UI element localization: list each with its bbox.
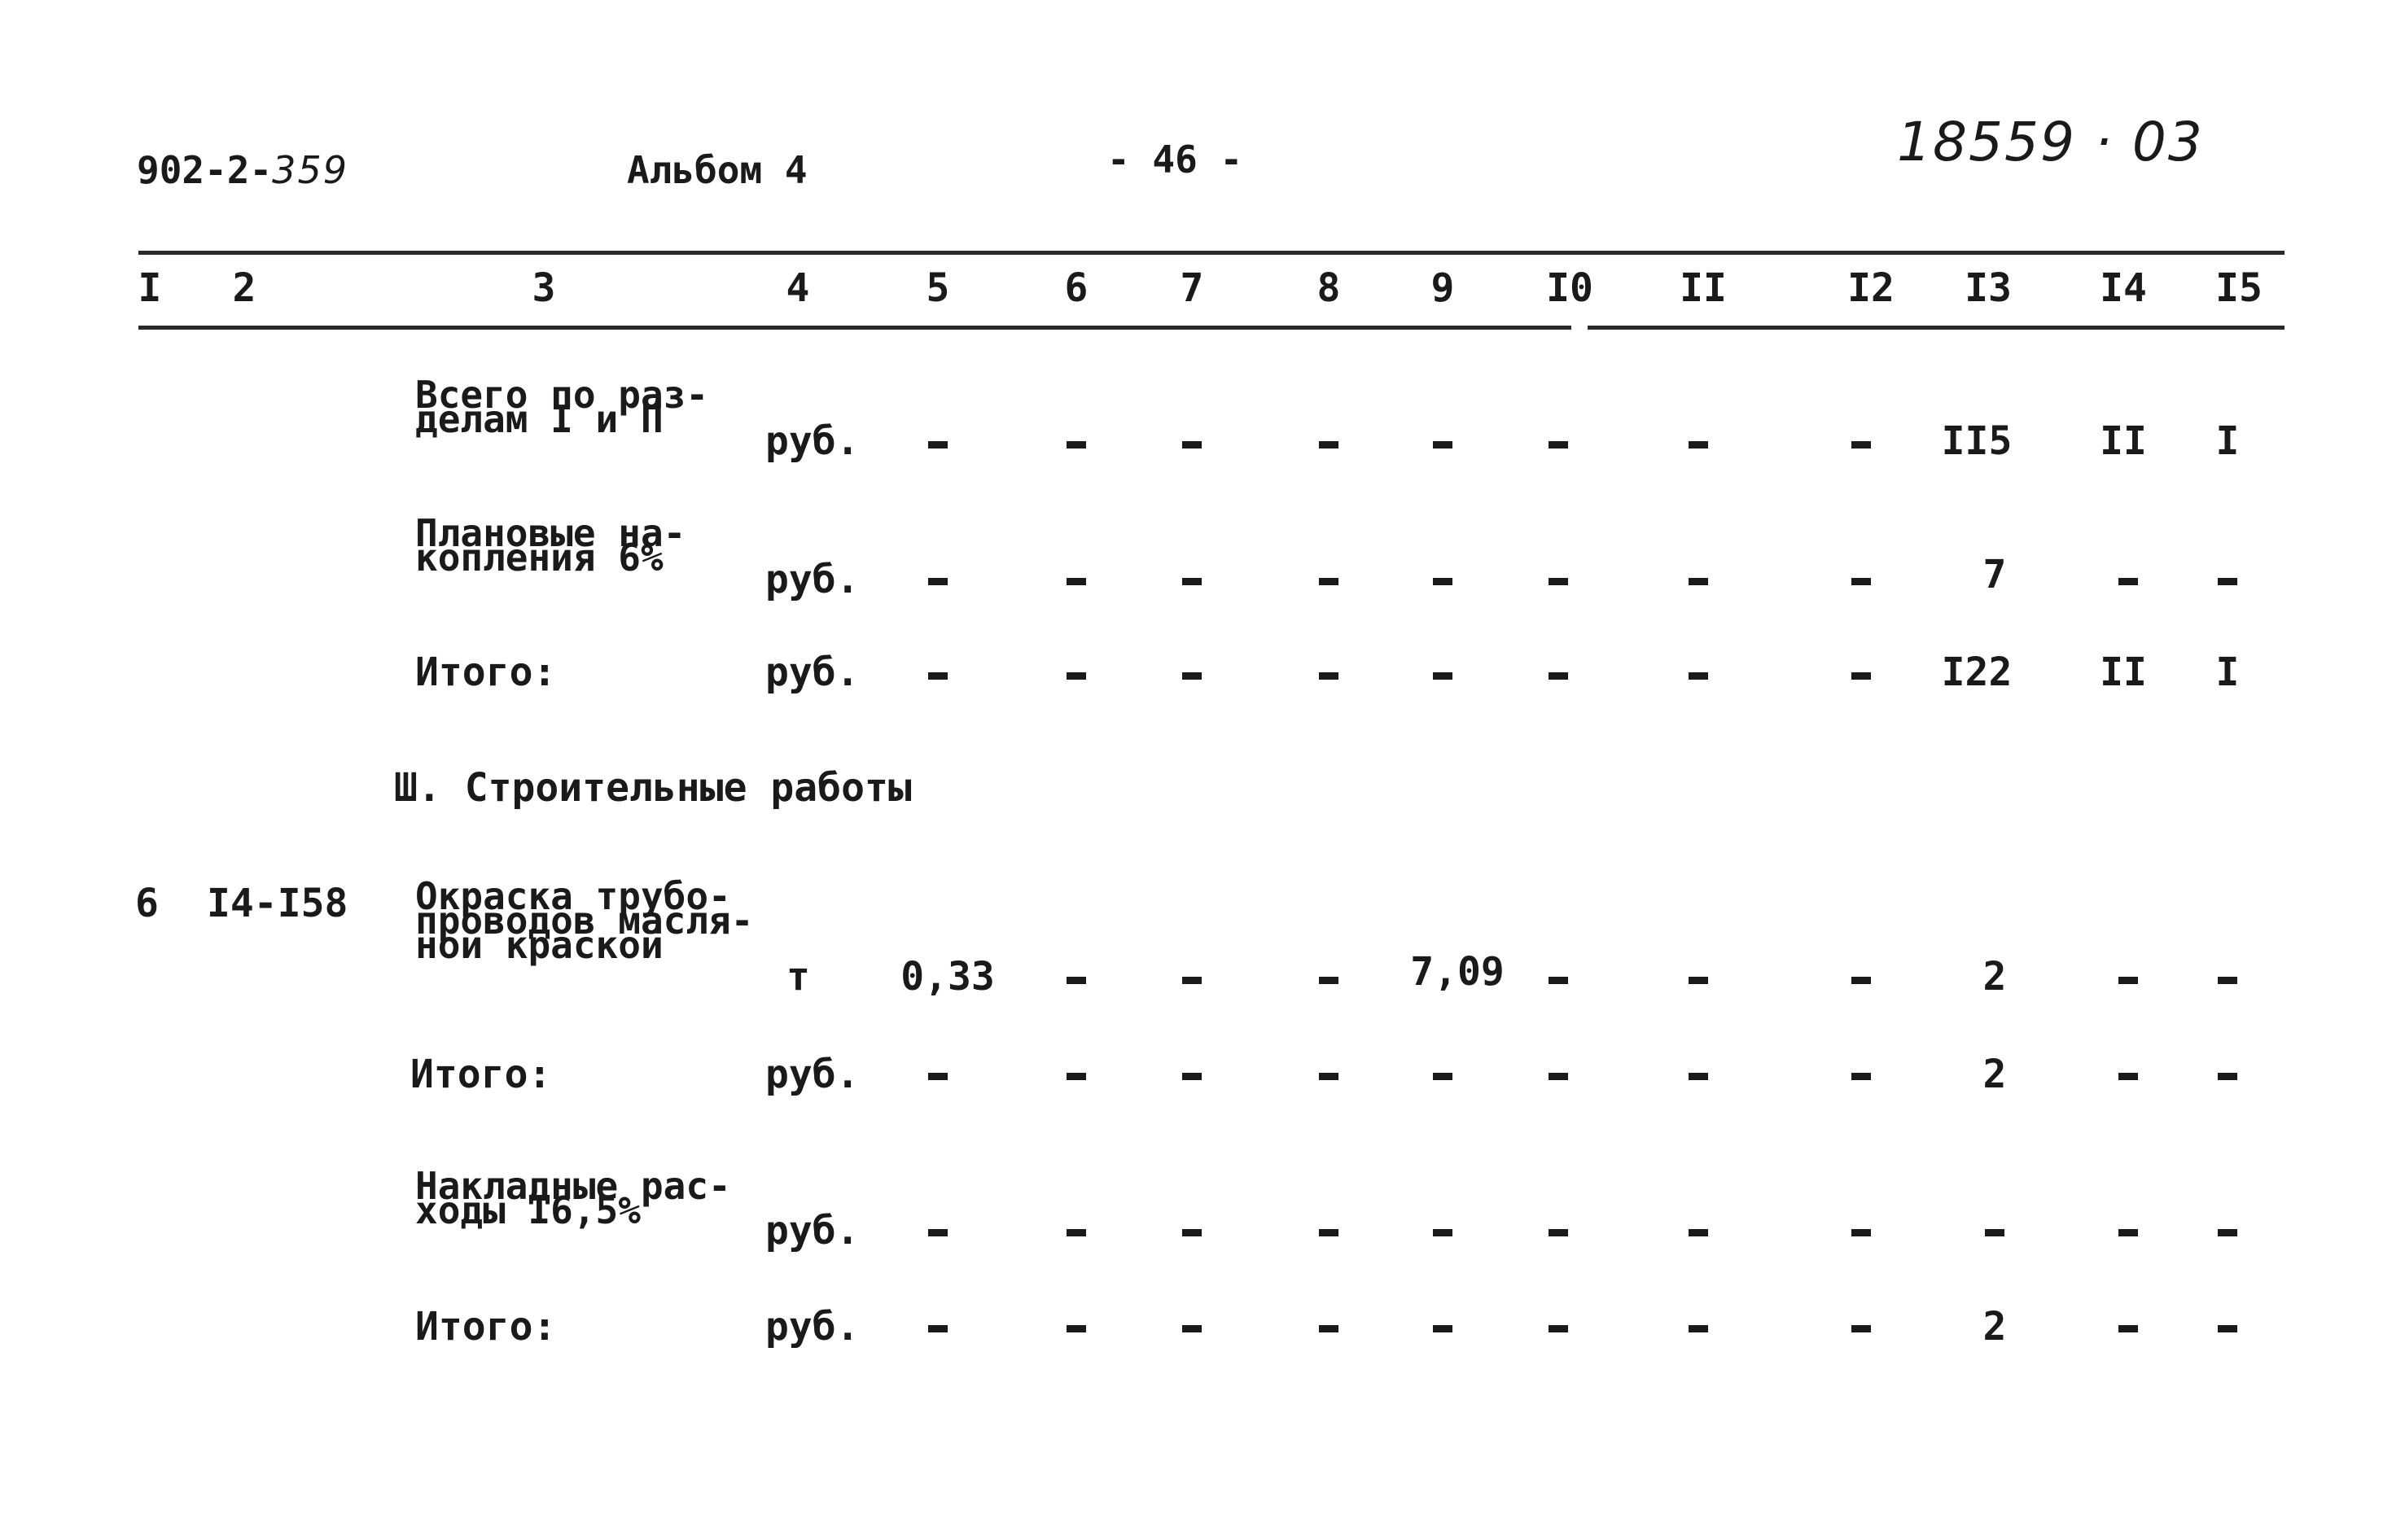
dash-c10 xyxy=(1549,578,1568,585)
dash-c14 xyxy=(2118,977,2138,984)
cell-c13: 2 xyxy=(1982,954,2007,1000)
dash-c9 xyxy=(1433,578,1452,585)
cell-c13: 2 xyxy=(1982,1052,2007,1097)
cell-c13: I22 xyxy=(1941,650,2013,695)
dash-c12 xyxy=(1851,441,1871,448)
column-header-10: I0 xyxy=(1546,265,1593,311)
row-code: I4-I58 xyxy=(207,881,348,926)
dash-c5 xyxy=(928,1229,948,1236)
page-number: - 46 - xyxy=(1107,138,1243,182)
dash-c14 xyxy=(2118,1073,2138,1080)
dash-c6 xyxy=(1067,578,1086,585)
header-top-rule xyxy=(138,251,2285,255)
row-unit: руб. xyxy=(765,1052,860,1097)
doc-number xyxy=(137,148,348,192)
dash-c12 xyxy=(1851,1229,1871,1236)
album-label: Альбом 4 xyxy=(627,148,808,192)
row-unit: руб. xyxy=(765,650,860,695)
column-header-12: I2 xyxy=(1847,265,1895,311)
dash-c10 xyxy=(1549,1325,1568,1332)
row-unit: руб. xyxy=(765,418,860,464)
dash-c9 xyxy=(1433,1229,1452,1236)
column-header-4: 4 xyxy=(786,265,810,311)
dash-c8 xyxy=(1319,578,1338,585)
dash-c12 xyxy=(1851,977,1871,984)
dash-c6 xyxy=(1067,672,1086,680)
cell-c14: II xyxy=(2100,650,2147,695)
dash-c10 xyxy=(1549,977,1568,984)
row-description: Накладные рас- ходы I6,5% xyxy=(415,1164,731,1232)
dash-c11 xyxy=(1689,441,1708,448)
dash-c9 xyxy=(1433,1325,1452,1332)
column-header-11: II xyxy=(1680,265,1727,311)
dash-c14 xyxy=(2118,578,2138,585)
dash-c15 xyxy=(2218,1325,2237,1332)
section-heading: Ш. Строительные работы xyxy=(394,765,912,811)
cell-c13: 2 xyxy=(1982,1304,2007,1350)
dash-c14 xyxy=(2118,1325,2138,1332)
dash-c15 xyxy=(2218,1229,2237,1236)
row-description: Окраска трубо- проводов масля- ной краской xyxy=(415,874,754,967)
dash-c10 xyxy=(1549,1229,1568,1236)
column-header-5: 5 xyxy=(926,265,950,311)
column-header-1: I xyxy=(138,265,162,311)
dash-c15 xyxy=(2218,1073,2237,1080)
dash-c6 xyxy=(1067,441,1086,448)
dash-c7 xyxy=(1182,441,1202,448)
row-unit: руб. xyxy=(765,1208,860,1253)
dash-c6 xyxy=(1067,1229,1086,1236)
doc-number-prefix: 902-2- xyxy=(137,148,273,192)
row-number: 6 xyxy=(135,881,159,926)
dash-c9 xyxy=(1433,672,1452,680)
dash-c10 xyxy=(1549,1073,1568,1080)
dash-c8 xyxy=(1319,441,1338,448)
column-header-15: I5 xyxy=(2215,265,2263,311)
dash-c13 xyxy=(1985,1229,2004,1236)
cell-c13: 7 xyxy=(1982,552,2007,597)
dash-c11 xyxy=(1689,1229,1708,1236)
row-unit: т xyxy=(786,954,810,1000)
dash-c12 xyxy=(1851,672,1871,680)
dash-c8 xyxy=(1319,672,1338,680)
column-header-13: I3 xyxy=(1965,265,2012,311)
row-unit: руб. xyxy=(765,1304,860,1350)
dash-c8 xyxy=(1319,1073,1338,1080)
dash-c7 xyxy=(1182,1073,1202,1080)
dash-c12 xyxy=(1851,1325,1871,1332)
cell-c9: 7,09 xyxy=(1410,949,1505,995)
dash-c7 xyxy=(1182,578,1202,585)
dash-c12 xyxy=(1851,578,1871,585)
dash-c9 xyxy=(1433,441,1452,448)
dash-c11 xyxy=(1689,1325,1708,1332)
column-header-9: 9 xyxy=(1430,265,1455,311)
column-header-2: 2 xyxy=(232,265,256,311)
dash-c11 xyxy=(1689,977,1708,984)
dash-c6 xyxy=(1067,1325,1086,1332)
row-description: Итого: xyxy=(415,1304,557,1350)
cell-c5: 0,33 xyxy=(900,954,995,1000)
dash-c15 xyxy=(2218,977,2237,984)
dash-c14 xyxy=(2118,1229,2138,1236)
dash-c12 xyxy=(1851,1073,1871,1080)
dash-c7 xyxy=(1182,977,1202,984)
inventory-number: 18559 · 03 xyxy=(1897,111,2204,173)
row-unit: руб. xyxy=(765,557,860,602)
row-description: Итого: xyxy=(410,1052,552,1097)
dash-c5 xyxy=(928,578,948,585)
column-header-14: I4 xyxy=(2100,265,2147,311)
dash-c15 xyxy=(2218,578,2237,585)
column-header-7: 7 xyxy=(1180,265,1204,311)
row-description: Всего по раз- делам I и П xyxy=(415,373,709,441)
column-header-8: 8 xyxy=(1316,265,1341,311)
dash-c6 xyxy=(1067,1073,1086,1080)
cell-c15: I xyxy=(2215,650,2240,695)
row-description: Итого: xyxy=(415,650,557,695)
header-bottom-rule-right xyxy=(1588,326,2285,330)
dash-c11 xyxy=(1689,578,1708,585)
column-header-6: 6 xyxy=(1064,265,1089,311)
cell-c14: II xyxy=(2100,418,2147,464)
cell-c15: I xyxy=(2215,418,2240,464)
row-description: Плановые на- копления 6% xyxy=(415,511,686,580)
dash-c5 xyxy=(928,1073,948,1080)
dash-c9 xyxy=(1433,1073,1452,1080)
dash-c11 xyxy=(1689,1073,1708,1080)
dash-c11 xyxy=(1689,672,1708,680)
dash-c6 xyxy=(1067,977,1086,984)
cell-c13: II5 xyxy=(1941,418,2013,464)
dash-c7 xyxy=(1182,1229,1202,1236)
header-bottom-rule-left xyxy=(138,326,1571,330)
column-header-3: 3 xyxy=(532,265,556,311)
dash-c8 xyxy=(1319,1325,1338,1332)
dash-c8 xyxy=(1319,1229,1338,1236)
dash-c10 xyxy=(1549,672,1568,680)
dash-c7 xyxy=(1182,672,1202,680)
dash-c7 xyxy=(1182,1325,1202,1332)
doc-number-handwritten: 359 xyxy=(272,148,348,192)
dash-c10 xyxy=(1549,441,1568,448)
dash-c5 xyxy=(928,672,948,680)
dash-c8 xyxy=(1319,977,1338,984)
dash-c5 xyxy=(928,1325,948,1332)
dash-c5 xyxy=(928,441,948,448)
